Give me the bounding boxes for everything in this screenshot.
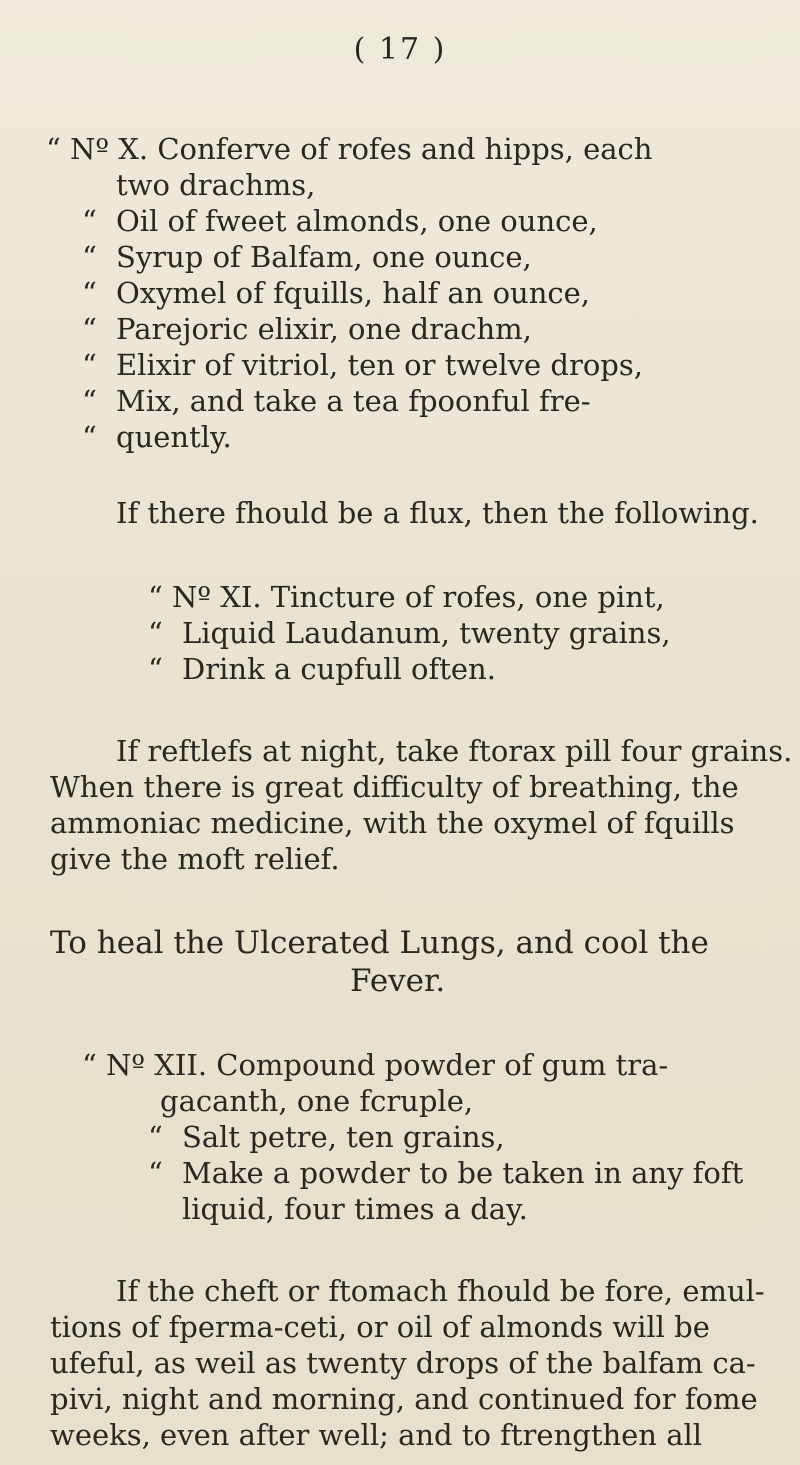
recipe-10-line-1: “ Nº X. Conferve of rofes and hipps, each xyxy=(46,132,653,166)
recipe-10-line-8: “ Mix, and take a tea fpoonful fre- xyxy=(82,384,591,418)
recipe-12-line-5: liquid, four times a day. xyxy=(182,1192,528,1226)
section-heading-line-1: To heal the Ulcerated Lungs, and cool the xyxy=(50,925,709,961)
restless-line-4: give the moft relief. xyxy=(50,842,340,876)
recipe-11-line-1: “ Nº XI. Tincture of rofes, one pint, xyxy=(148,580,665,614)
recipe-10-line-2: two drachms, xyxy=(116,168,316,202)
page-number: ( 17 ) xyxy=(353,32,447,67)
recipe-11-line-3: “ Drink a cupfull often. xyxy=(148,652,496,686)
recipe-10-line-5: “ Oxymel of fquills, half an ounce, xyxy=(82,276,591,310)
restless-line-3: ammoniac medicine, with the oxymel of fquills xyxy=(50,806,735,840)
chest-line-1: If the cheft or ftomach fhould be fore, emul- xyxy=(116,1274,765,1308)
restless-line-2: When there is great difficulty of breathing, the xyxy=(50,770,739,804)
chest-line-5: weeks, even after well; and to ftrengthen all xyxy=(50,1418,703,1452)
flux-intro: If there fhould be a flux, then the following. xyxy=(116,496,759,530)
recipe-12-line-4: “ Make a powder to be taken in any foft xyxy=(148,1156,744,1190)
recipe-10-line-3: “ Oil of fweet almonds, one ounce, xyxy=(82,204,598,238)
recipe-12-line-2: gacanth, one fcruple, xyxy=(160,1084,474,1118)
recipe-10-line-4: “ Syrup of Balfam, one ounce, xyxy=(82,240,532,274)
chest-line-4: pivi, night and morning, and continued for fome xyxy=(50,1382,758,1416)
section-heading-line-2: Fever. xyxy=(350,963,446,999)
recipe-10-line-7: “ Elixir of vitriol, ten or twelve drops, xyxy=(82,348,643,382)
restless-line-1: If reftlefs at night, take ftorax pill four grains. xyxy=(116,734,793,768)
recipe-10-line-9: “ quently. xyxy=(82,420,232,454)
recipe-10-line-6: “ Parejoric elixir, one drachm, xyxy=(82,312,532,346)
recipe-12-line-3: “ Salt petre, ten grains, xyxy=(148,1120,505,1154)
chest-line-3: ufeful, as weil as twenty drops of the balfam ca- xyxy=(50,1346,756,1380)
chest-line-2: tions of fperma-ceti, or oil of almonds will be xyxy=(50,1310,710,1344)
recipe-12-line-1: “ Nº XII. Compound powder of gum tra- xyxy=(82,1048,669,1082)
recipe-11-line-2: “ Liquid Laudanum, twenty grains, xyxy=(148,616,671,650)
